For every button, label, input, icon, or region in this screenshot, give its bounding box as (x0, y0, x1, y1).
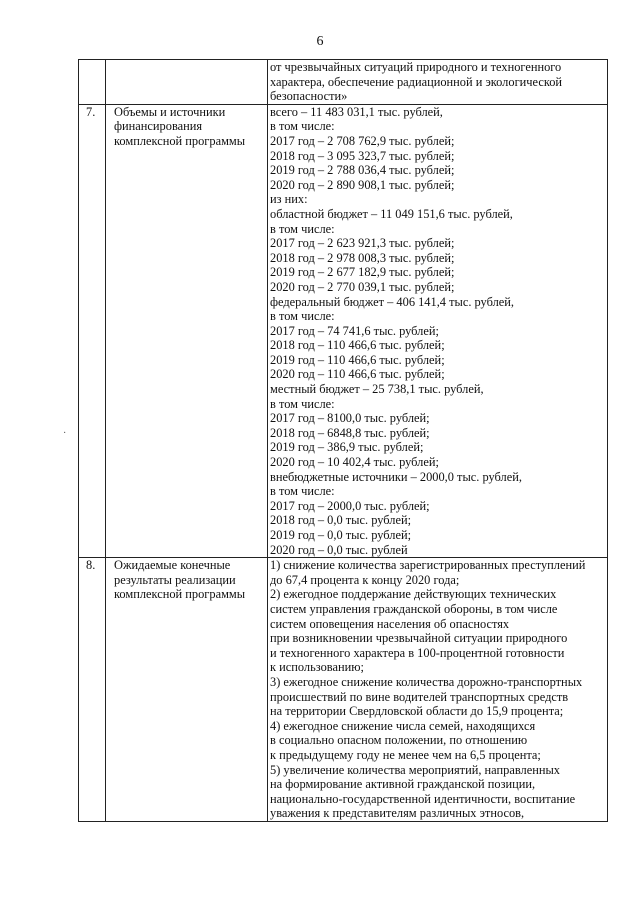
content-line: в том числе: (270, 119, 335, 134)
content-line: 2019 год – 2 788 036,4 тыс. рублей; (270, 163, 455, 178)
content-line: 2020 год – 0,0 тыс. рублей (270, 542, 408, 557)
content-line: 2018 год – 6848,8 тыс. рублей; (270, 425, 430, 440)
content-line: до 67,4 процента к концу 2020 года; (270, 572, 460, 587)
row-content (268, 60, 608, 105)
content-line: 5) увеличение количества мероприятий, направленных (270, 762, 560, 777)
stray-mark: · (63, 428, 67, 439)
content-line: 2018 год – 2 978 008,3 тыс. рублей; (270, 250, 455, 265)
content-line: 2018 год – 3 095 323,7 тыс. рублей; (270, 148, 455, 163)
table-row (79, 104, 608, 557)
label-line: Объемы и источники (114, 104, 226, 119)
content-line: федеральный бюджет – 406 141,4 тыс. рублей, (270, 294, 514, 309)
content-line: систем оповещения населения об опасностях (270, 616, 510, 631)
row-label (106, 104, 268, 557)
content-line: 2020 год – 2 890 908,1 тыс. рублей; (270, 177, 455, 192)
content-line: 4) ежегодное снижение числа семей, находящихся (270, 718, 536, 733)
content-line: в социально опасном положении, по отношению (270, 733, 528, 748)
content-line: систем управления гражданской обороны, в том числе (270, 601, 558, 616)
content-line: в том числе: (270, 221, 335, 236)
label-line: комплексной программы (114, 587, 246, 602)
content-line: 2017 год – 2 623 921,3 тыс. рублей; (270, 236, 455, 251)
content-line: 2020 год – 110 466,6 тыс. рублей; (270, 367, 445, 382)
content-line: 1) снижение количества зарегистрированных преступлений (270, 558, 586, 573)
content-line: на территории Свердловской области до 15,9 процента; (270, 704, 564, 719)
content-line: 2018 год – 110 466,6 тыс. рублей; (270, 338, 445, 353)
content-line: в том числе: (270, 396, 335, 411)
content-line: безопасности» (270, 89, 348, 104)
content-line: местный бюджет – 25 738,1 тыс. рублей, (270, 382, 484, 397)
content-line: 2019 год – 110 466,6 тыс. рублей; (270, 352, 445, 367)
content-line: всего – 11 483 031,1 тыс. рублей, (270, 104, 443, 119)
label-line: финансирования (114, 119, 203, 134)
content-line: от чрезвычайных ситуаций природного и техногенного (270, 60, 562, 74)
row-label (106, 60, 268, 105)
content-line: к использованию; (270, 660, 364, 675)
content-line: уважения к представителям различных этносов, (270, 806, 525, 821)
content-line: 2) ежегодное поддержание действующих технических (270, 587, 557, 602)
content-line: национально-государственной идентичности, воспитание (270, 791, 576, 806)
content-line: 2018 год – 0,0 тыс. рублей; (270, 513, 412, 528)
row-content (268, 558, 608, 822)
content-line: в том числе: (270, 309, 335, 324)
label-line: комплексной программы (114, 133, 246, 148)
content-line: 2019 год – 0,0 тыс. рублей; (270, 528, 412, 542)
content-line: к предыдущему году не менее чем на 6,5 процента; (270, 747, 541, 762)
label-line: результаты реализации (114, 572, 236, 587)
row-content (268, 104, 608, 557)
content-line: при возникновении чрезвычайной ситуации природного (270, 631, 568, 646)
content-line: внебюджетные источники – 2000,0 тыс. рублей, (270, 469, 522, 484)
row-number (79, 60, 106, 105)
row-label (106, 558, 268, 822)
page-number: 6 (316, 34, 324, 49)
content-line: и техногенного характера в 100-процентной готовности (270, 645, 565, 660)
content-line: 3) ежегодное снижение количества дорожно-транспортных (270, 674, 583, 689)
content-line: 2017 год – 74 741,6 тыс. рублей; (270, 323, 439, 338)
content-line: 2019 год – 386,9 тыс. рублей; (270, 440, 424, 455)
table-row (79, 60, 608, 105)
content-line: 2019 год – 2 677 182,9 тыс. рублей; (270, 265, 455, 280)
content-line: в том числе: (270, 484, 335, 499)
content-line: характера, обеспечение радиационной и экологической (270, 74, 563, 89)
content-line: происшествий по вине водителей транспортных средств (270, 689, 569, 704)
label-line: Ожидаемые конечные (114, 558, 231, 573)
content-line: 2017 год – 2 708 762,9 тыс. рублей; (270, 133, 455, 148)
content-line: 2017 год – 8100,0 тыс. рублей; (270, 411, 430, 426)
content-line: областной бюджет – 11 049 151,6 тыс. рублей, (270, 206, 513, 221)
content-line: на формирование активной гражданской позиции, (270, 777, 536, 792)
content-line: 2020 год – 10 402,4 тыс. рублей; (270, 455, 439, 470)
table-row (79, 558, 608, 822)
passport-table (78, 59, 608, 822)
row-number: 7. (79, 104, 106, 557)
content-line: 2020 год – 2 770 039,1 тыс. рублей; (270, 279, 455, 294)
content-line: 2017 год – 2000,0 тыс. рублей; (270, 498, 430, 513)
row-number: 8. (79, 558, 106, 822)
content-line: из них: (270, 192, 308, 207)
